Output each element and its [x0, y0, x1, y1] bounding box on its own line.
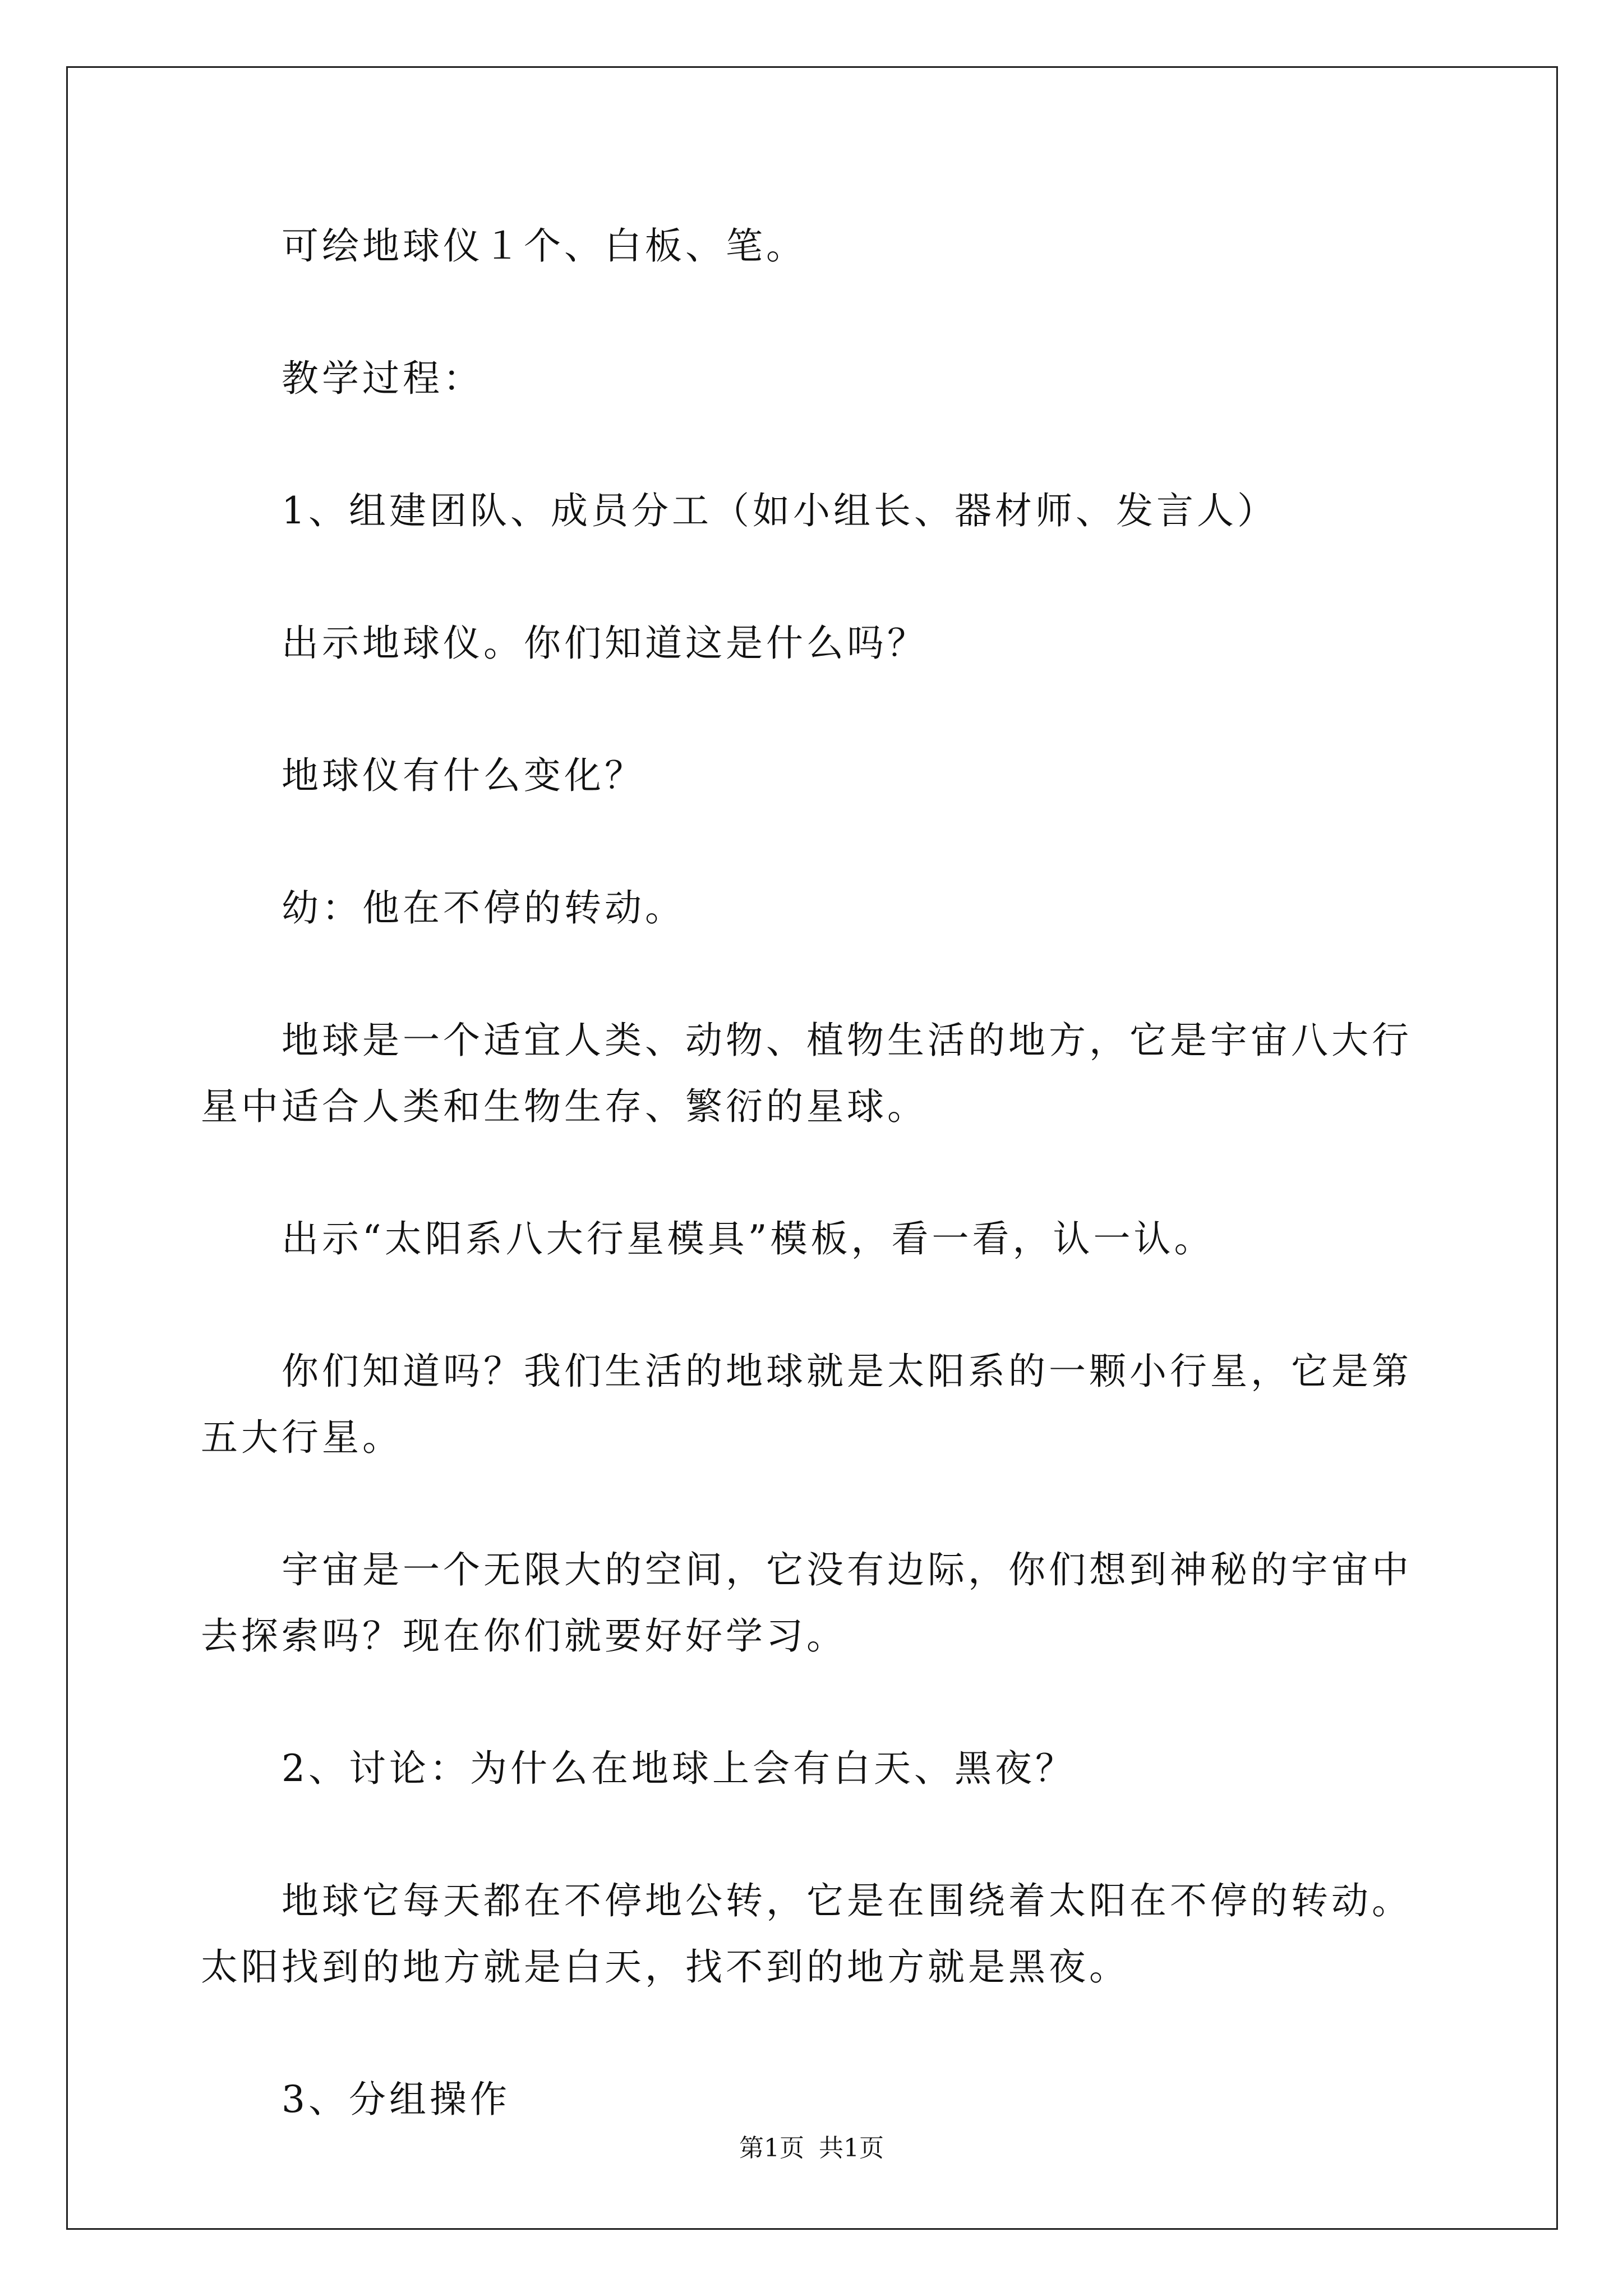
paragraph: 2、讨论：为什么在地球上会有白天、黑夜？ — [282, 1747, 1076, 1790]
paragraph: 可绘地球仪１个、白板、笔。 — [282, 224, 806, 268]
paragraph: 宇宙是一个无限大的空间，它没有边际，你们想到神秘的宇宙中去探索吗？现在你们就要好好学习。 — [201, 1548, 1412, 1658]
paragraph: 3、分组操作 — [282, 2078, 510, 2121]
paragraph: 教学过程： — [282, 357, 483, 400]
paragraph: 你们知道吗？我们生活的地球就是太阳系的一颗小行星，它是第五大行星。 — [201, 1350, 1412, 1459]
paragraph: 地球仪有什么变化？ — [282, 754, 645, 797]
paragraph: 幼：他在不停的转动。 — [282, 886, 685, 930]
document-body — [201, 213, 1423, 2199]
paragraph: 地球是一个适宜人类、动物、植物生活的地方，它是宇宙八大行星中适合人类和生物生存、繁衍的星球。 — [201, 1019, 1412, 1128]
paragraph: 出示“太阳系八大行星模具”模板，看一看，认一认。 — [282, 1217, 1215, 1260]
paragraph: 出示地球仪。你们知道这是什么吗？ — [282, 622, 928, 665]
paragraph: 地球它每天都在不停地公转，它是在围绕着太阳在不停的转动。太阳找到的地方就是白天，找不到的地方就是黑夜。 — [201, 1879, 1412, 1989]
page-footer — [0, 2132, 1623, 2165]
page-total: 共1页 — [819, 2134, 884, 2162]
paragraph: 1、组建团队、成员分工（如小组长、器材师、发言人） — [282, 489, 1278, 532]
page-number: 第1页 — [739, 2134, 804, 2162]
